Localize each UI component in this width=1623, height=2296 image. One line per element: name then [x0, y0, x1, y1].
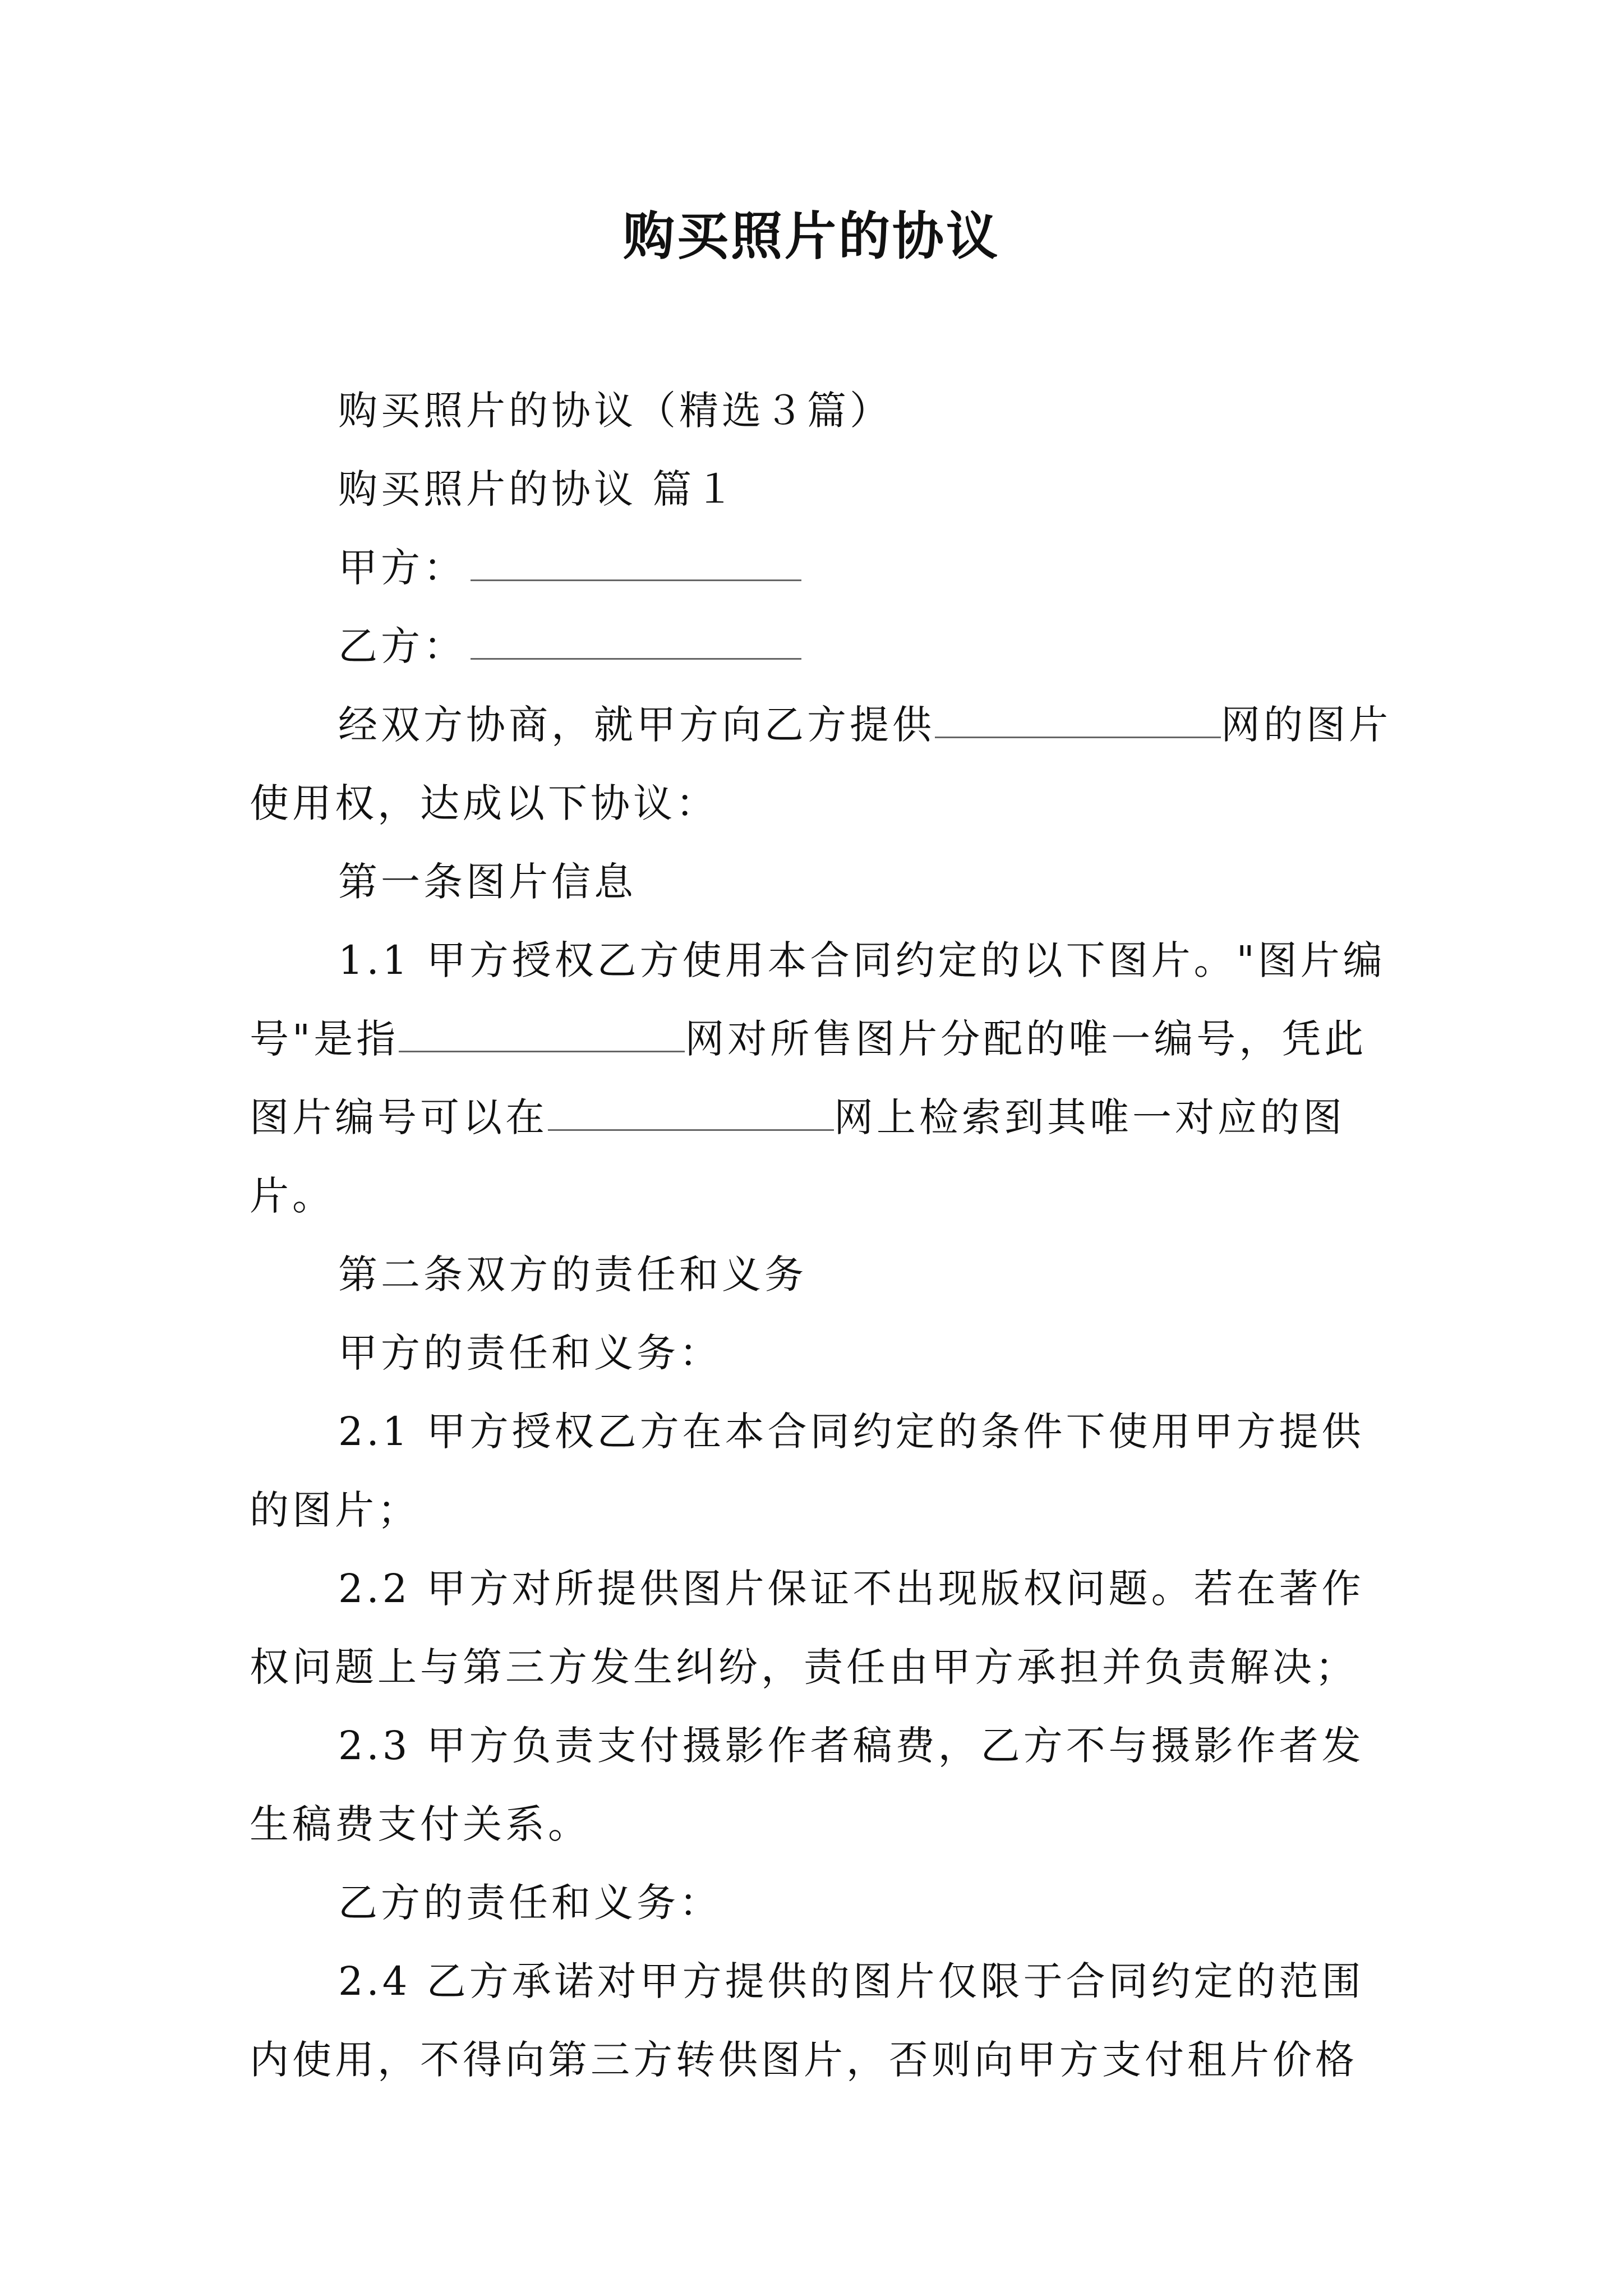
clause-1-1-text-1: 1.1 甲方授权乙方使用本合同约定的以下图片。"图片编号"是指: [250, 937, 1386, 1062]
clause-2-3: 2.3 甲方负责支付摄影作者稿费，乙方不与摄影作者发生稿费支付关系。: [250, 1723, 1364, 1847]
article-1-title: 第一条图片信息: [338, 859, 637, 905]
website-blank-1[interactable]: [935, 687, 1221, 738]
website-blank-3[interactable]: [548, 1080, 834, 1131]
party-a-label: 甲方：: [338, 545, 466, 591]
website-blank-2[interactable]: [399, 1001, 685, 1052]
clause-1-1-text-2: 网对所售图片分配的唯一编号，凭此图片编号可以在: [250, 1016, 1367, 1140]
party-a-blank[interactable]: [471, 530, 801, 581]
clause-1-1-text-3: 网上检索到其唯一对应的图片。: [250, 1094, 1345, 1219]
intro-text-2: 网的图片使用权，达成以下协议：: [250, 702, 1391, 826]
party-b-line: [250, 607, 1394, 685]
party-b-blank[interactable]: [471, 609, 801, 660]
clause-2-2: 2.2 甲方对所提供图片保证不出现版权问题。若在著作权问题上与第三方发生纠纷，责任由甲方承担并负责解决；: [250, 1566, 1364, 1690]
article-2-title: 第二条双方的责任和义务: [338, 1251, 807, 1297]
party-a-line: [250, 528, 1394, 607]
party-a-duties-heading: 甲方的责任和义务：: [338, 1330, 722, 1376]
clause-1-1: [250, 921, 1394, 1235]
section-heading: 购买照片的协议 篇１: [338, 466, 738, 512]
clause-2-4: 2.4 乙方承诺对甲方提供的图片仅限于合同约定的范围内使用，不得向第三方转供图片，否则向甲方支付租片价格: [250, 1958, 1364, 2083]
document-body: [250, 371, 1394, 2099]
clause-2-1: 2.1 甲方授权乙方在本合同约定的条件下使用甲方提供的图片；: [250, 1409, 1364, 1533]
document-title: 购买照片的协议: [623, 206, 1000, 266]
intro-text-1: 经双方协商，就甲方向乙方提供: [338, 702, 935, 748]
subtitle: 购买照片的协议（精选３篇）: [338, 388, 892, 434]
party-b-duties-heading: 乙方的责任和义务：: [338, 1880, 722, 1926]
intro-paragraph: [250, 685, 1394, 843]
party-b-label: 乙方：: [338, 623, 466, 669]
